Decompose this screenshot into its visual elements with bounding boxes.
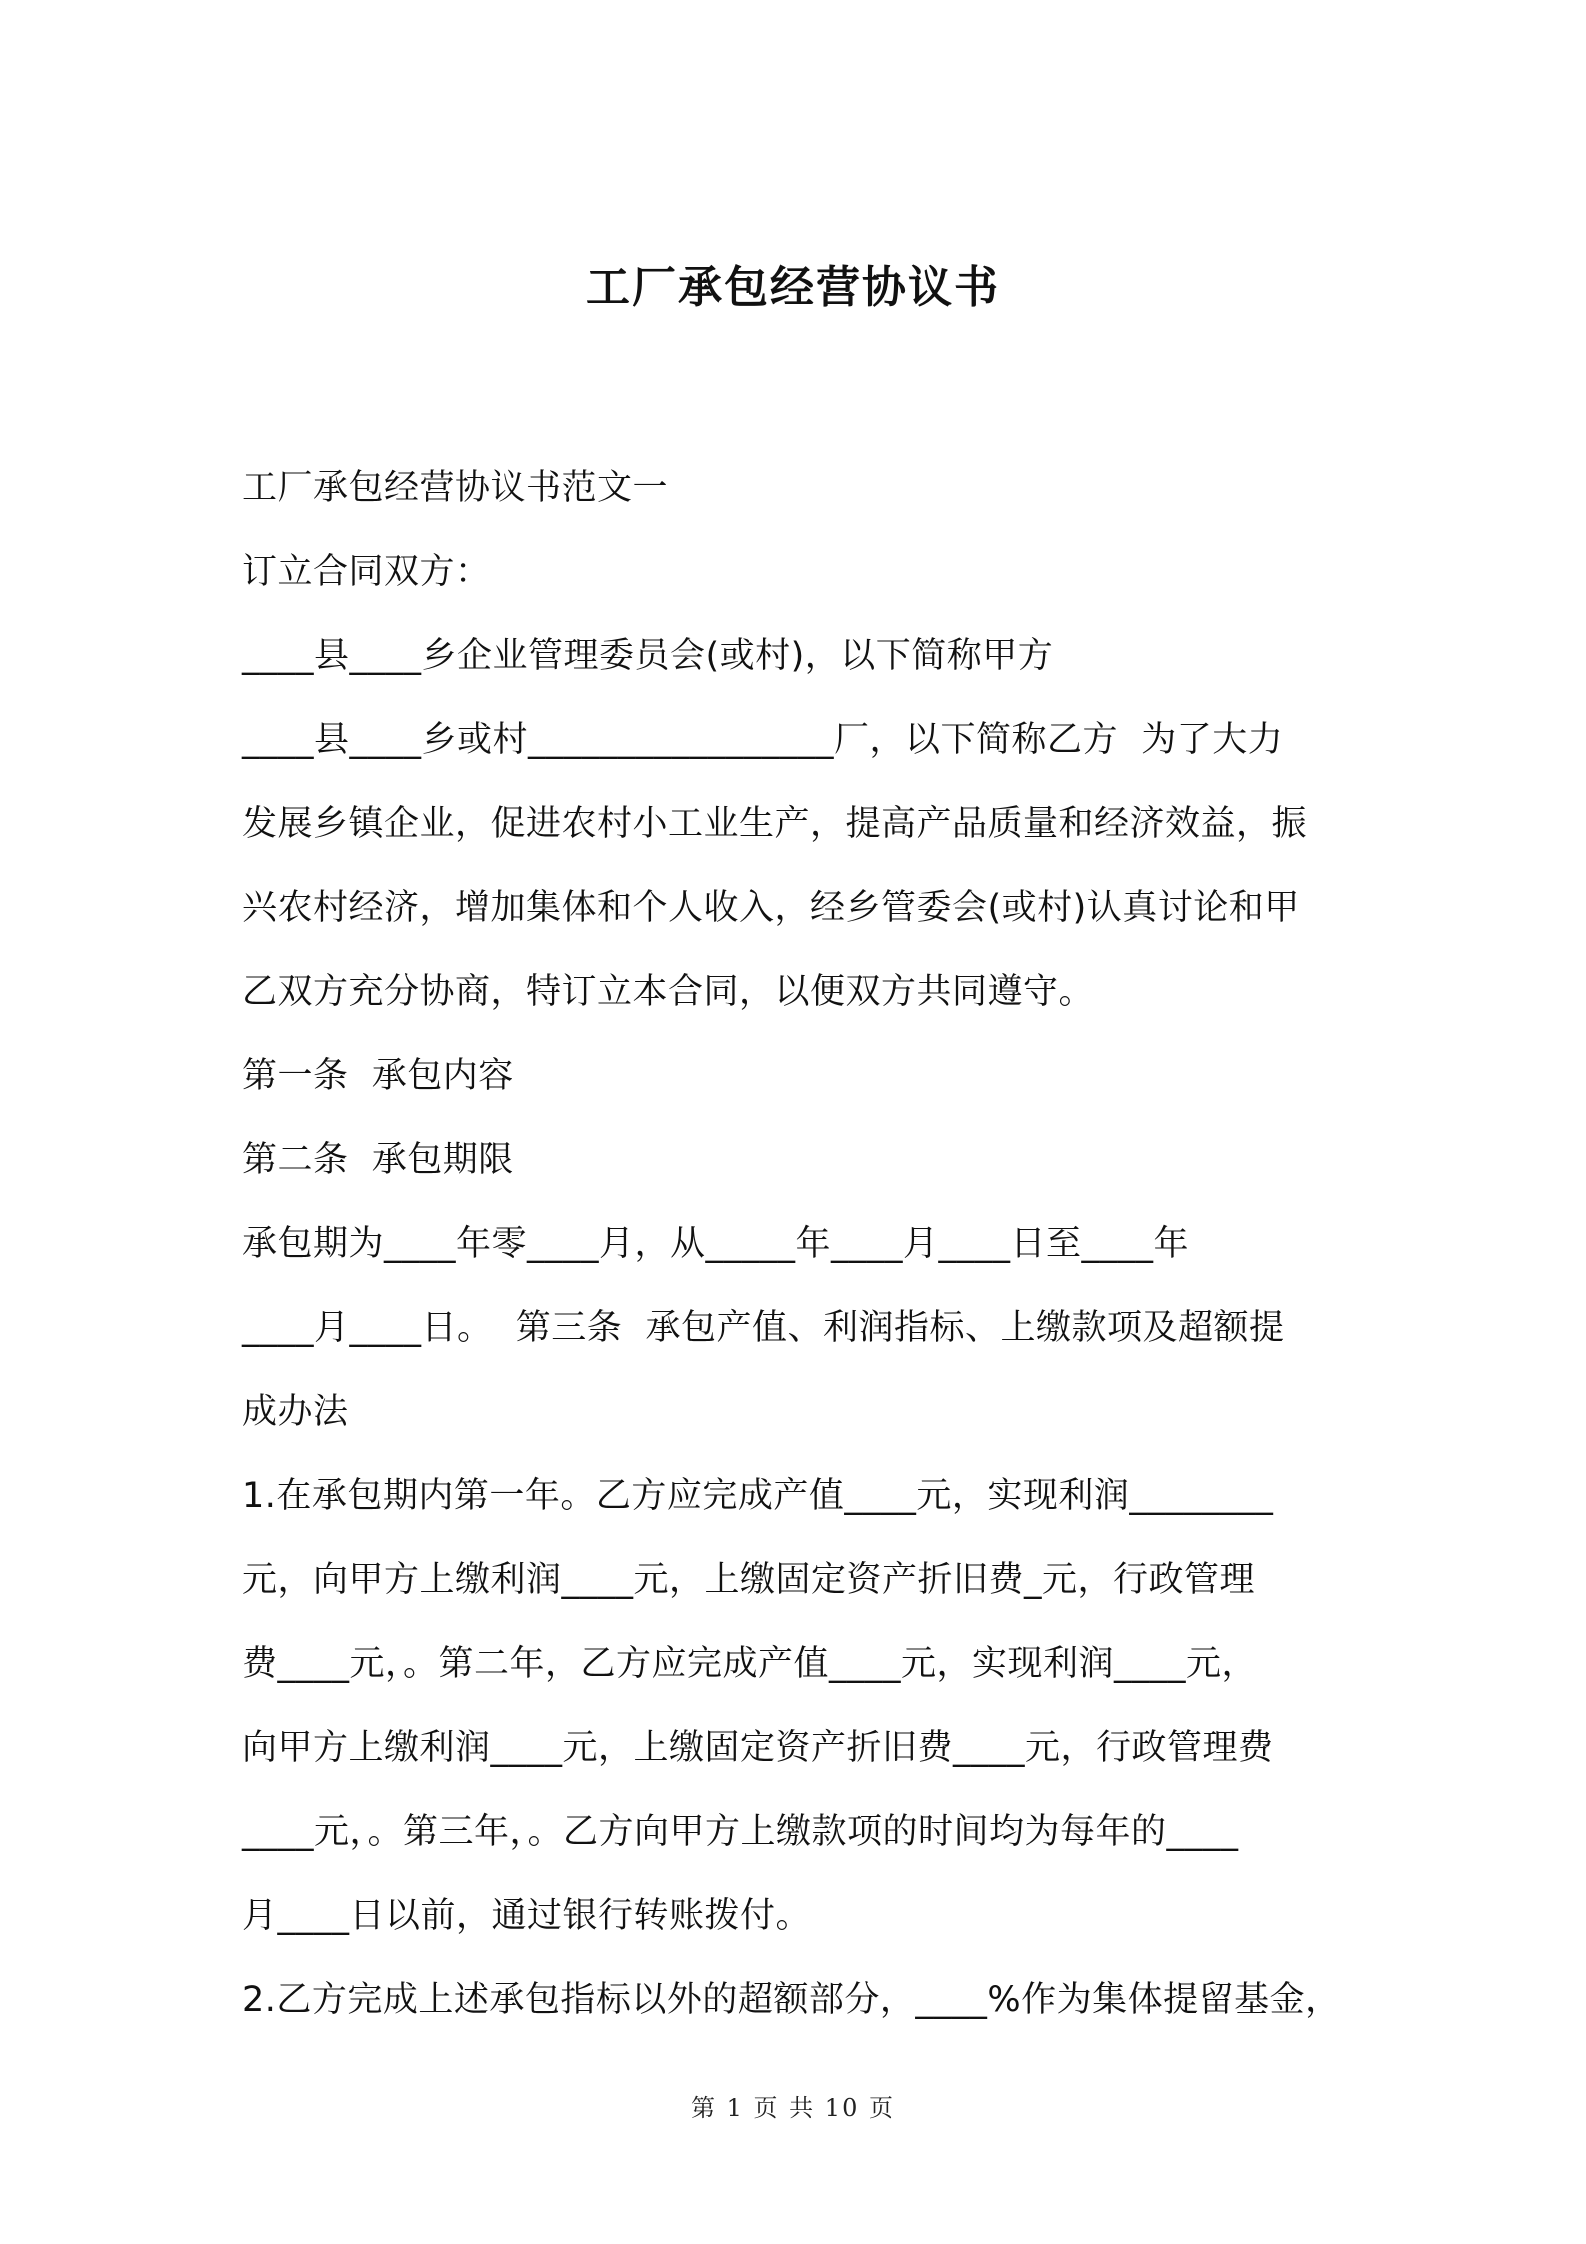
paragraph-line: ____县____乡企业管理委员会(或村)，以下简称甲方	[242, 636, 1054, 676]
paragraph-line: 月____日以前，通过银行转账拨付。	[242, 1896, 812, 1936]
document-body	[242, 446, 1372, 2042]
paragraph-line: 乙双方充分协商，特订立本合同，以便双方共同遵守。	[242, 972, 1095, 1012]
page-number-footer: 第 1 页 共 10 页	[691, 2094, 895, 2122]
paragraph-line: 成办法	[242, 1392, 349, 1432]
document-title: 工厂承包经营协议书	[586, 262, 1000, 313]
paragraph-line: 订立合同双方：	[242, 552, 491, 592]
paragraph-line: 发展乡镇企业，促进农村小工业生产，提高产品质量和经济效益，振	[242, 804, 1308, 844]
paragraph-line: 费____元，。第二年，乙方应完成产值____元，实现利润____元，	[242, 1644, 1258, 1684]
paragraph-line: 向甲方上缴利润____元，上缴固定资产折旧费____元，行政管理费	[242, 1728, 1274, 1768]
paragraph-line: 元，向甲方上缴利润____元，上缴固定资产折旧费_元，行政管理	[242, 1560, 1256, 1600]
paragraph-line: ____元，。第三年，。乙方向甲方上缴款项的时间均为每年的____	[242, 1812, 1239, 1852]
article-heading: 第一条 承包内容	[242, 1056, 514, 1096]
article-heading: 第二条 承包期限	[242, 1140, 514, 1180]
paragraph-line: 承包期为____年零____月，从_____年____月____日至____年	[242, 1224, 1190, 1264]
paragraph-line: 兴农村经济，增加集体和个人收入，经乡管委会(或村)认真讨论和甲	[242, 888, 1300, 928]
paragraph-line: 2.乙方完成上述承包指标以外的超额部分，____%作为集体提留基金，	[242, 1980, 1341, 2020]
section-heading: 工厂承包经营协议书范文一	[242, 468, 669, 508]
paragraph-line: ____县____乡或村_________________厂，以下简称乙方 为了大力	[242, 720, 1284, 760]
paragraph-line: ____月____日。 第三条 承包产值、利润指标、上缴款项及超额提	[242, 1308, 1285, 1348]
paragraph-line: 1.在承包期内第一年。乙方应完成产值____元，实现利润________	[242, 1476, 1274, 1516]
